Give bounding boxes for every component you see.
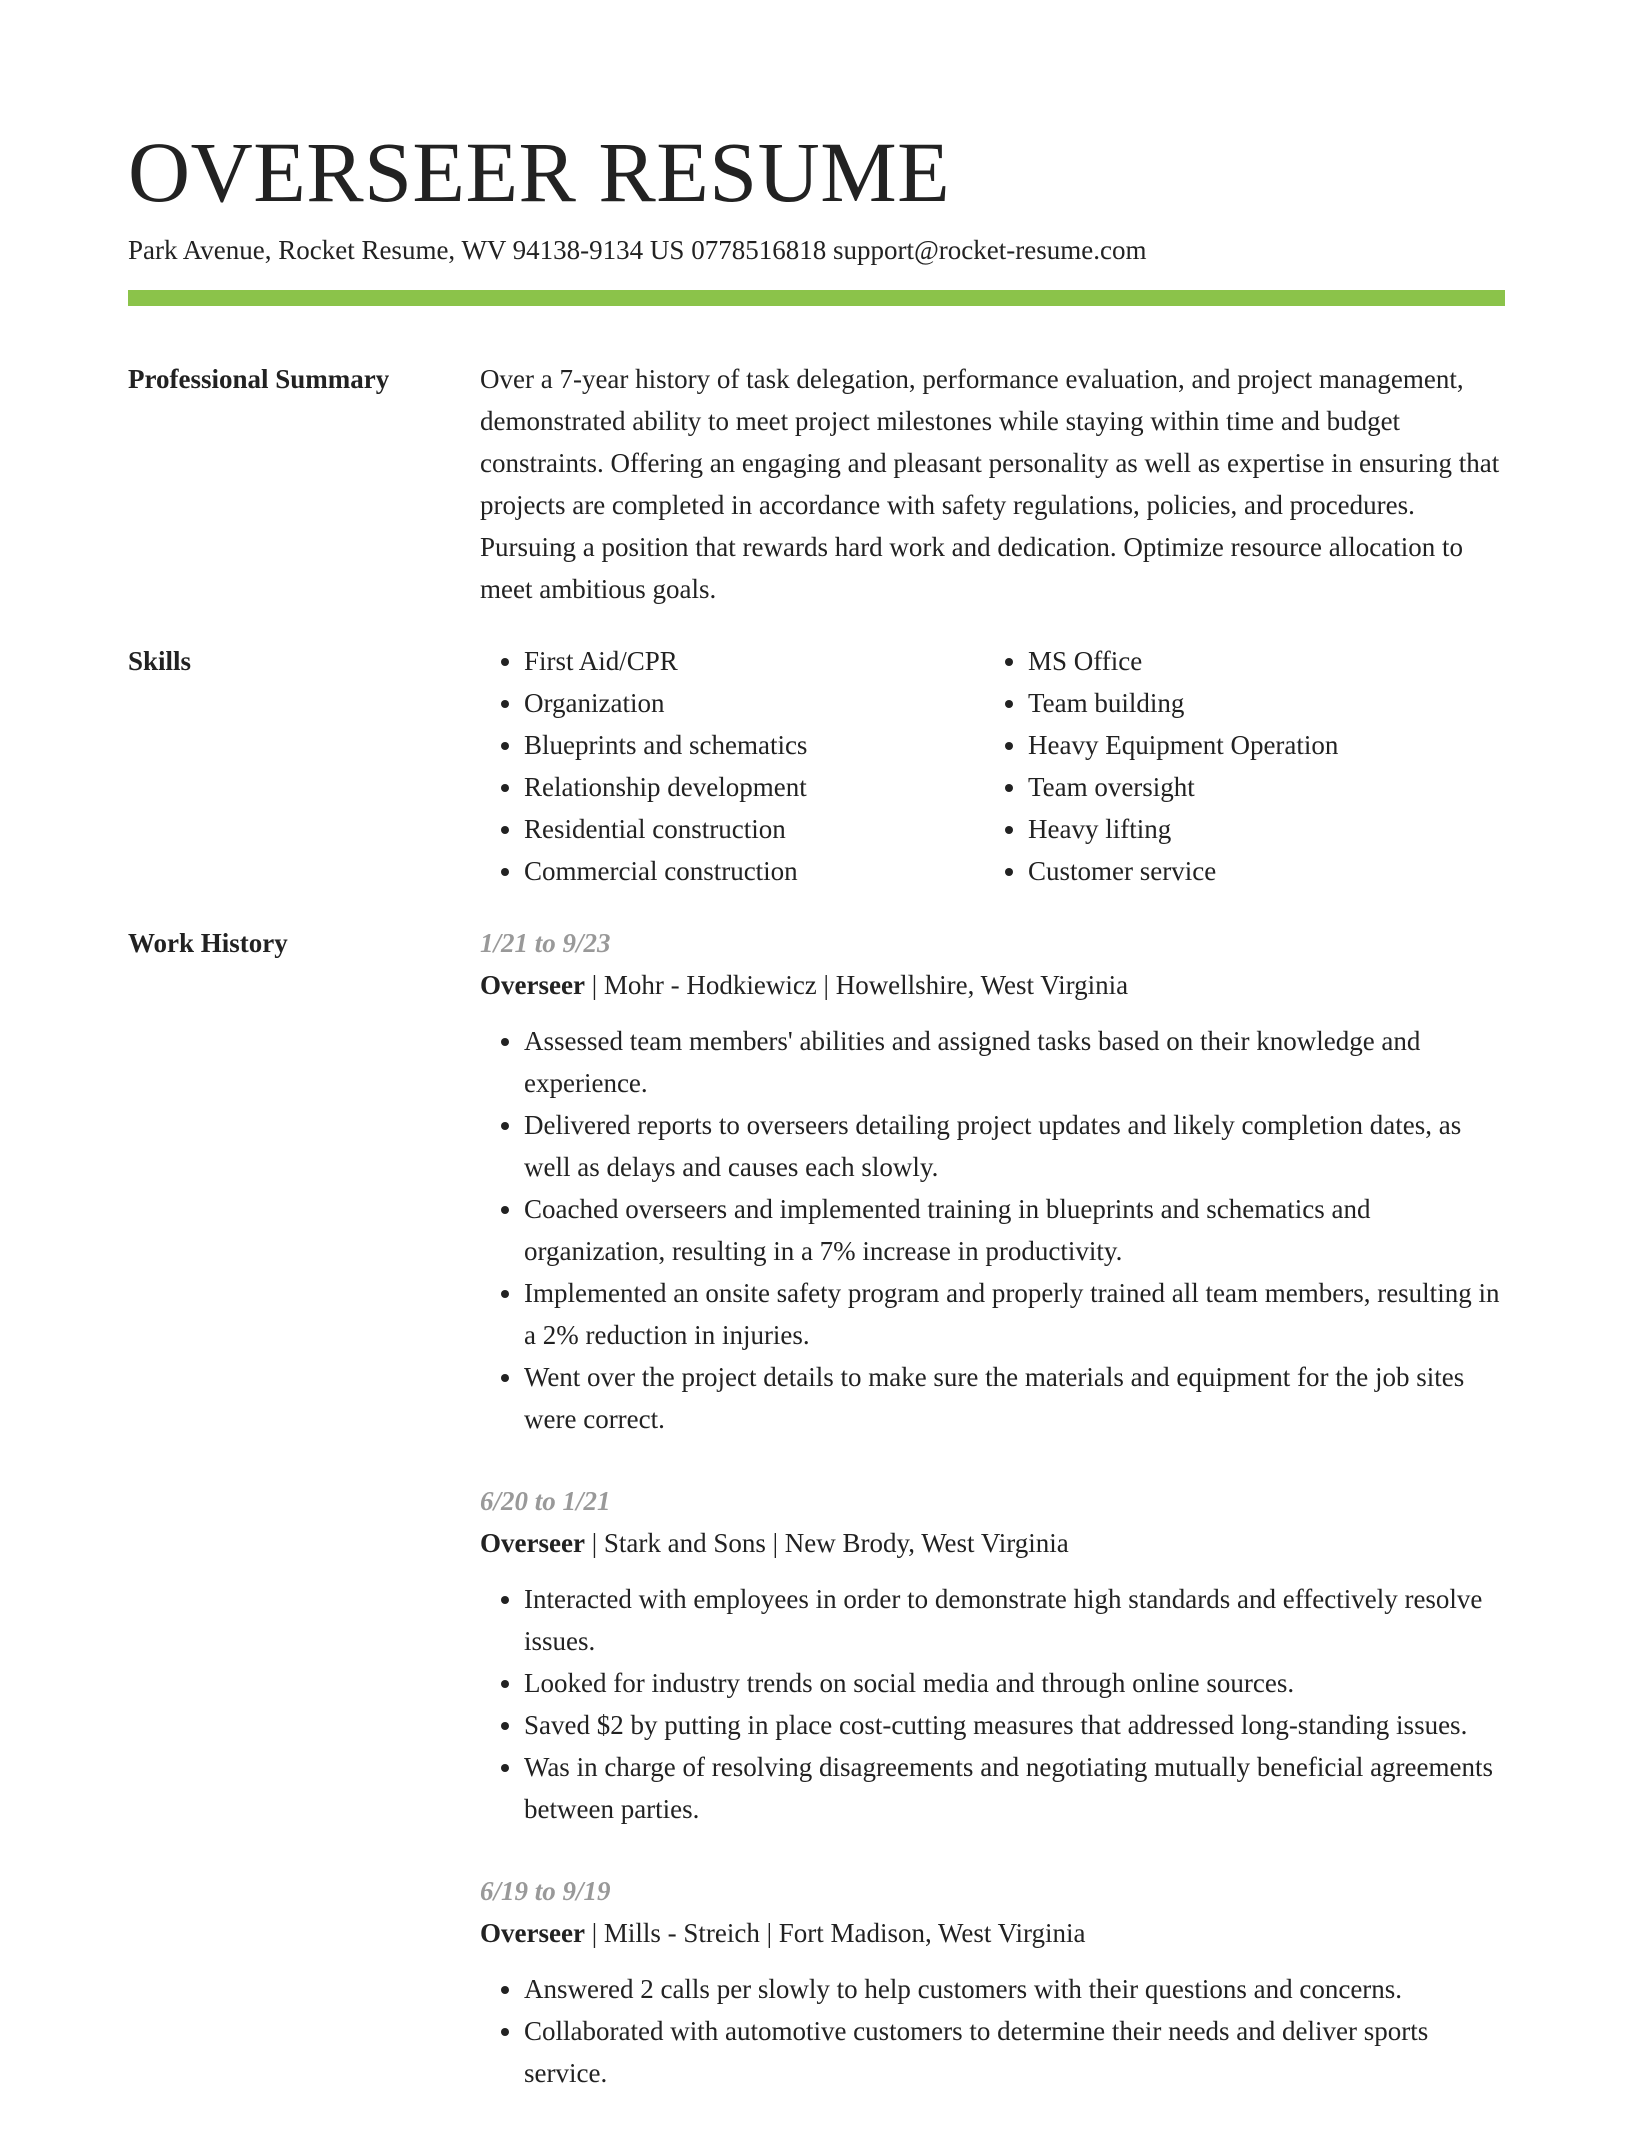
section-body	[480, 922, 1505, 2134]
contact-line: Park Avenue, Rocket Resume, WV 94138-9134 US 0778516818 support@rocket-resume.com	[128, 235, 1147, 265]
job-bullet: • Delivered reports to overseers detailing project updates and likely completion dates, as well as delays and causes each slowly.	[524, 1104, 1505, 1188]
job-bullet: • Saved $2 by putting in place cost-cutting measures that addressed long-standing issues.	[524, 1704, 1505, 1746]
section-body	[480, 358, 1505, 610]
job-bullets	[480, 1968, 1505, 2094]
section-heading: Skills	[128, 646, 192, 676]
job-dates: 6/19 to 9/19	[480, 1876, 611, 1906]
job-bullet: • Assessed team members' abilities and assigned tasks based on their knowledge and experience.	[524, 1020, 1505, 1104]
job-bullet: • Implemented an onsite safety program and properly trained all team members, resulting in a 2% reduction in injuries.	[524, 1272, 1505, 1356]
section-heading: Professional Summary	[128, 364, 390, 394]
job-bullet: • Collaborated with automotive customers to determine their needs and deliver sports service.	[524, 2010, 1505, 2094]
job-bullets	[480, 1020, 1505, 1440]
job-bullet: • Was in charge of resolving disagreements and negotiating mutually beneficial agreements between parties.	[524, 1746, 1505, 1830]
job-heading	[480, 1912, 1505, 1954]
skills-columns	[480, 640, 1508, 892]
job-bullet: • Looked for industry trends on social media and through online sources.	[524, 1662, 1505, 1704]
skill-item: • MS Office	[1028, 640, 1508, 682]
job-title: Overseer	[480, 970, 585, 1000]
job-title: Overseer	[480, 1918, 585, 1948]
job-title: Overseer	[480, 1528, 585, 1558]
job-entry	[480, 1480, 1505, 1830]
skill-item: • Commercial construction	[524, 850, 984, 892]
skill-item: • Organization	[524, 682, 984, 724]
job-dates: 1/21 to 9/23	[480, 928, 611, 958]
skill-item: • Relationship development	[524, 766, 984, 808]
resume-title: OVERSEER RESUME	[128, 124, 951, 220]
skills-list-right	[984, 640, 1508, 892]
job-details: | Mohr - Hodkiewicz | Howellshire, West Virginia	[584, 970, 1129, 1000]
job-heading	[480, 964, 1505, 1006]
skill-item: • Team oversight	[1028, 766, 1508, 808]
skill-item: • Team building	[1028, 682, 1508, 724]
skill-item: • Blueprints and schematics	[524, 724, 984, 766]
job-bullet: • Coached overseers and implemented training in blueprints and schematics and organization, resulting in a 7% increase in productivity.	[524, 1188, 1505, 1272]
skill-item: • Heavy Equipment Operation	[1028, 724, 1508, 766]
job-bullets	[480, 1578, 1505, 1830]
job-bullet: • Went over the project details to make sure the materials and equipment for the job sites were correct.	[524, 1356, 1505, 1440]
skills-list-left	[480, 640, 984, 892]
work-history-section	[128, 922, 1505, 2134]
job-dates: 6/20 to 1/21	[480, 1486, 611, 1516]
summary-text: Over a 7-year history of task delegation, performance evaluation, and project management, demonstrated ability to meet project milestones while staying within time and budget constraints. Offering an engaging and pleasant personality as well as expertise in ensuring that projects are completed in accordance with safety regulations, policies, and procedures. Pursuing a position that rewards hard work and dedication. Optimize resource allocation to meet ambitious goals.	[480, 364, 1500, 604]
job-details: | Mills - Streich | Fort Madison, West Virginia	[584, 1918, 1086, 1948]
skill-item: • Residential construction	[524, 808, 984, 850]
job-entry	[480, 922, 1505, 1440]
job-heading	[480, 1522, 1505, 1564]
skills-section	[128, 640, 1505, 892]
resume-page	[128, 0, 1505, 2134]
job-bullet: • Interacted with employees in order to demonstrate high standards and effectively resolve issues.	[524, 1578, 1505, 1662]
section-heading: Work History	[128, 928, 288, 958]
skill-item: • Customer service	[1028, 850, 1508, 892]
skill-item: • First Aid/CPR	[524, 640, 984, 682]
professional-summary-section	[128, 358, 1505, 610]
job-details: | Stark and Sons | New Brody, West Virginia	[584, 1528, 1069, 1558]
skill-item: • Heavy lifting	[1028, 808, 1508, 850]
accent-divider	[128, 290, 1505, 306]
job-entry	[480, 1870, 1505, 2094]
job-bullet: • Answered 2 calls per slowly to help customers with their questions and concerns.	[524, 1968, 1505, 2010]
